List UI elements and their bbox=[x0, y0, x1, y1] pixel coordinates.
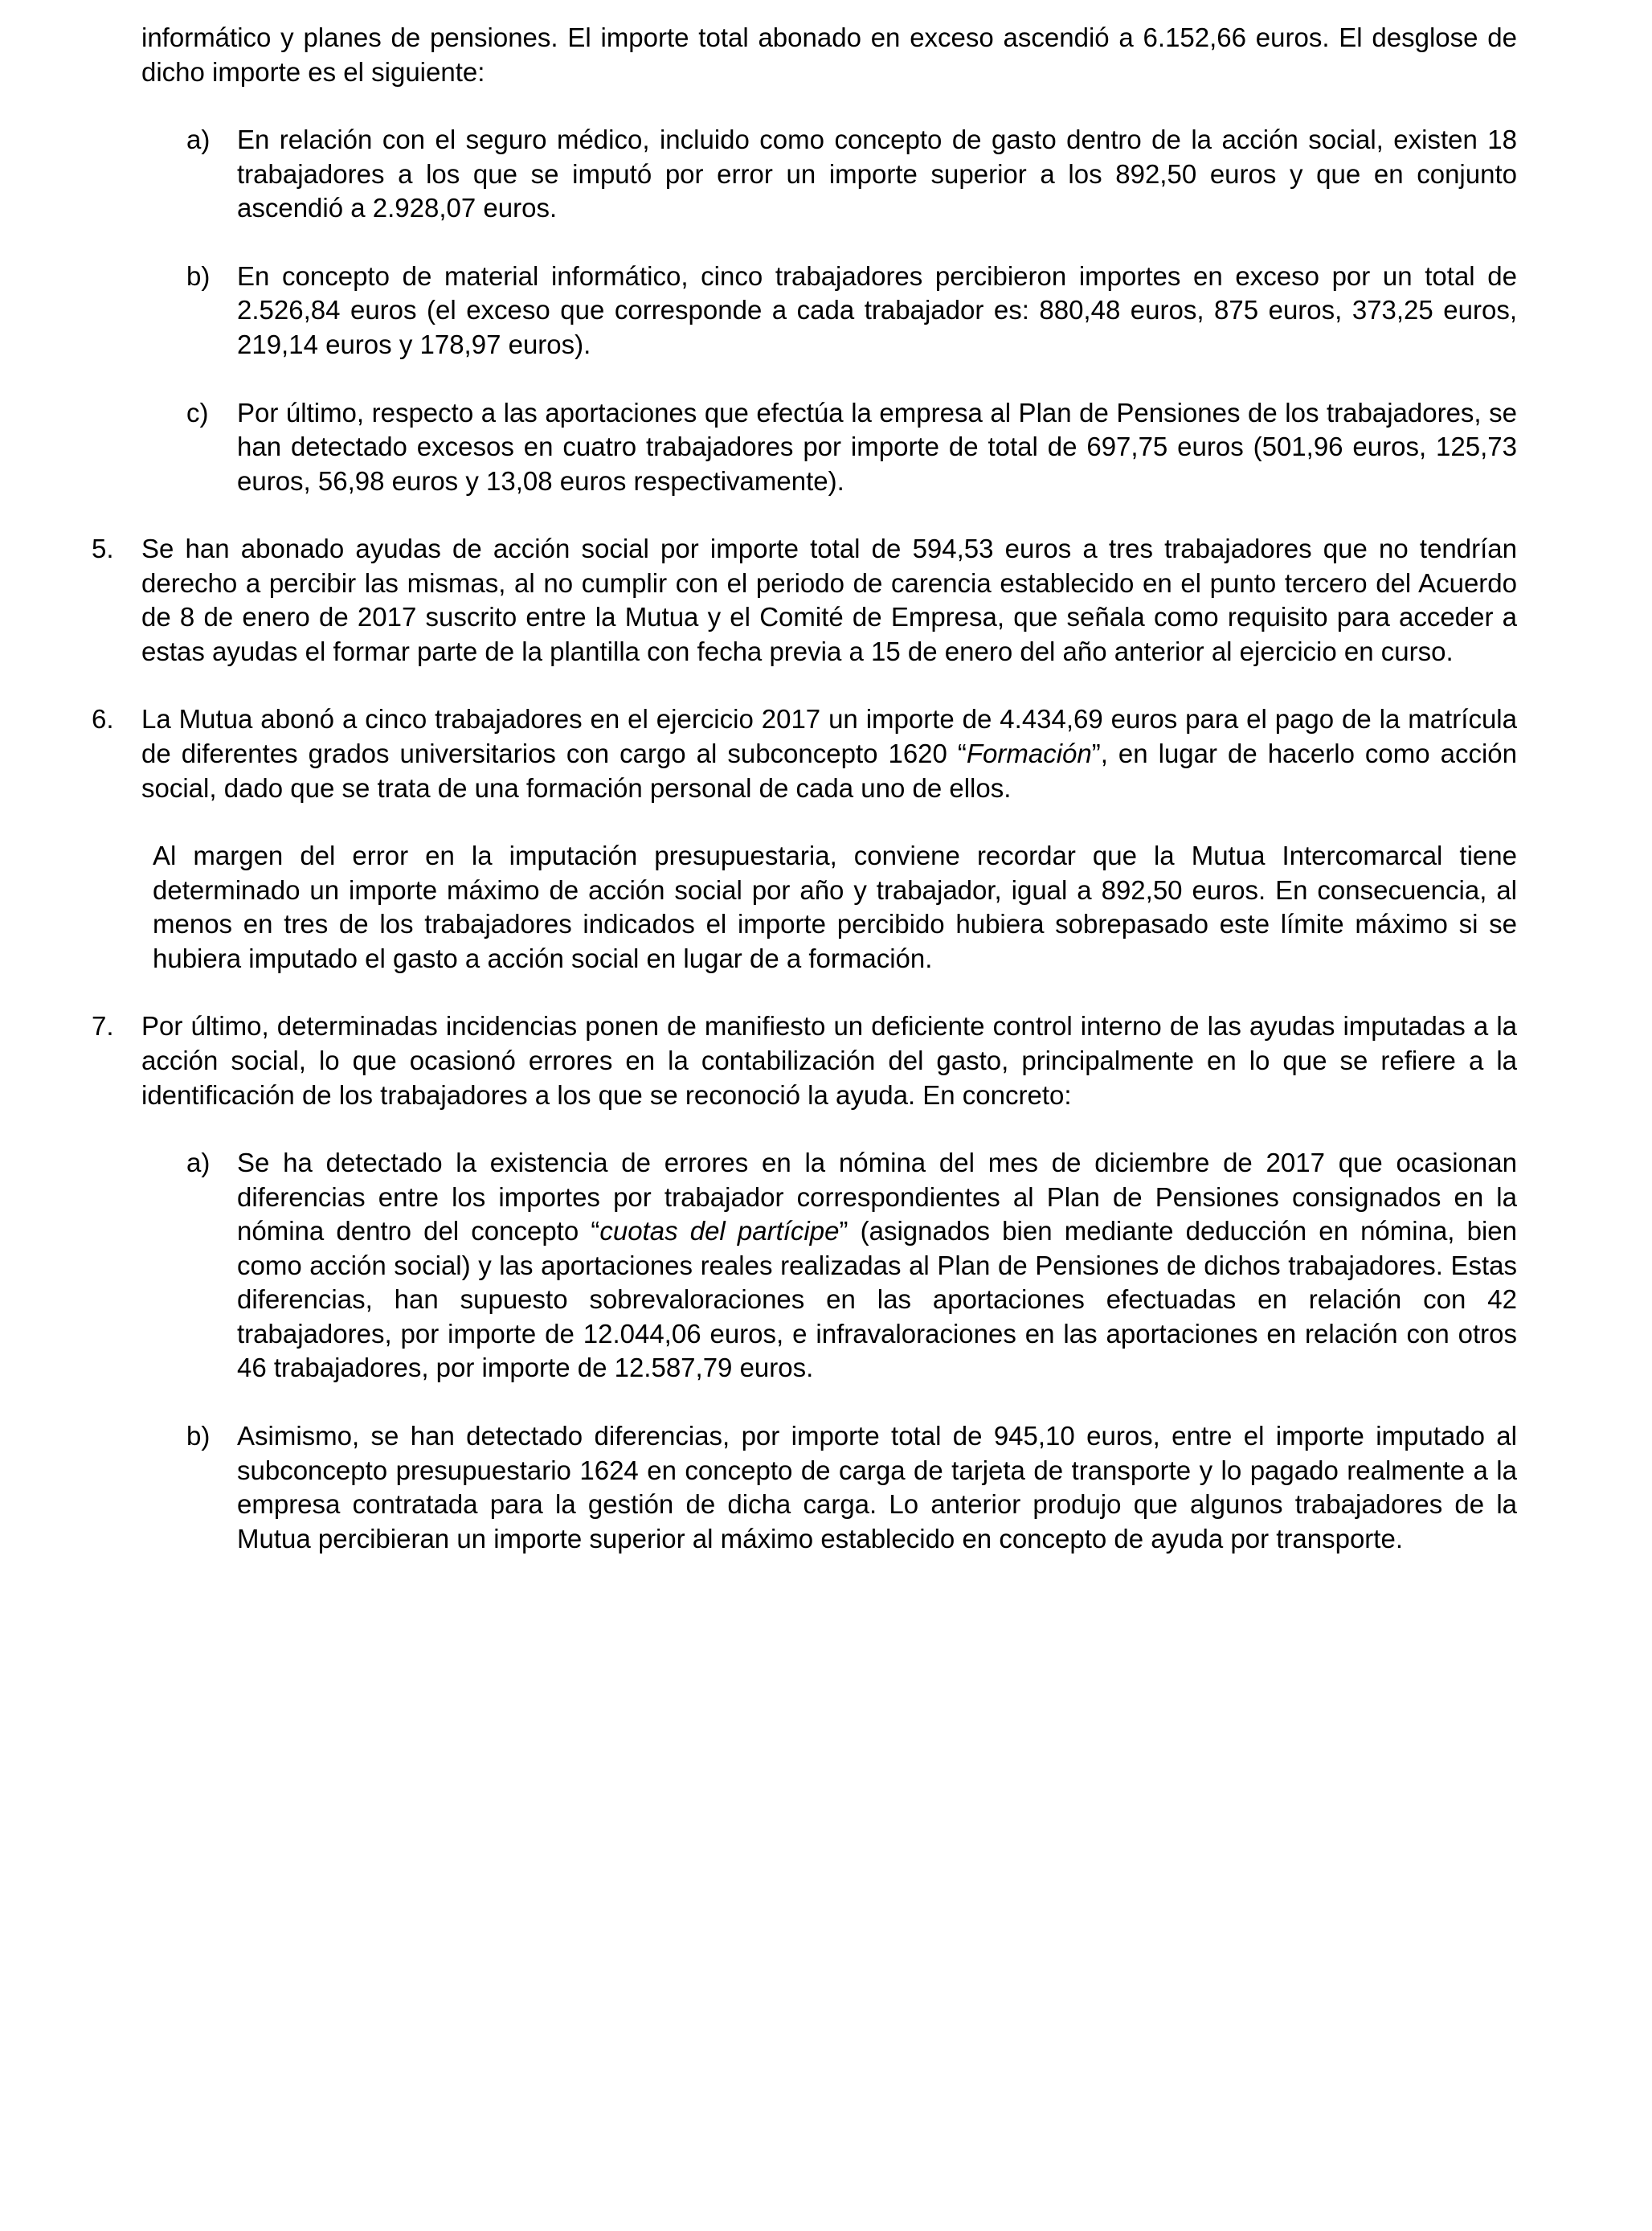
numbered-item-label: 6. bbox=[92, 704, 114, 735]
continuation-paragraph: informático y planes de pensiones. El importe total abonado en exceso ascendió a 6.152,66 euros. El desglose de dicho importe es el siguiente: bbox=[141, 23, 1525, 87]
list-item-label: b) bbox=[186, 260, 211, 291]
numbered-item-7 bbox=[92, 1009, 1525, 1112]
list-item-text: Se ha detectado la existencia de errores en la nómina del mes de diciembre de 2017 que ocasionan diferencias entre los importes por trabajador correspondientes al Plan de Pensiones consignados en la nómina dentro del concepto “cuotas del partícipe” (asignados bien mediante deducción en nómina, bien como acción social) y las aportaciones reales realizadas al Plan de Pensiones de dichos trabajadores. Estas diferencias, han supuesto sobrevaloraciones en las aportaciones efectuadas en relación con 42 trabajadores, por importe de 12.044,06 euros, e infravaloraciones en las aportaciones en relación con otros 46 trabajadores, por importe de 12.587,79 euros. bbox=[237, 1148, 1525, 1383]
list-item-text: Asimismo, se han detectado diferencias, por importe total de 945,10 euros, entre el importe imputado al subconcepto presupuestario 1624 en concepto de carga de tarjeta de transporte y lo pagado realmente a la empresa contratada para la gestión de dicha carga. Lo anterior produjo que algunos trabajadores de la Mutua percibieran un importe superior al máximo establecido en concepto de ayuda por transporte. bbox=[237, 1421, 1525, 1554]
list-item-4a bbox=[186, 123, 1525, 226]
list-item-text: En concepto de material informático, cinco trabajadores percibieron importes en exceso por un total de 2.526,84 euros (el exceso que corresponde a cada trabajador es: 880,48 euros, 875 euros, 373,25 euros, 219,14 euros y 178,97 euros). bbox=[237, 260, 1525, 359]
list-item-text: Por último, respecto a las aportaciones que efectúa la empresa al Plan de Pensiones de los trabajadores, se han detectado excesos en cuatro trabajadores por importe de total de 697,75 euros (501,96 euros, 125,73 euros, 56,98 euros y 13,08 euros respectivamente). bbox=[237, 397, 1525, 496]
list-item-4c bbox=[186, 396, 1525, 499]
list-item-label: a) bbox=[186, 1148, 211, 1178]
item-6-note-paragraph: Al margen del error en la imputación presupuestaria, conviene recordar que la Mutua Intercomarcal tiene determinado un importe máximo de acción social por año y trabajador, igual a 892,50 euros. En consecuencia, al menos en tres de los trabajadores indicados el importe percibido hubiera sobrepasado este límite máximo si se hubiera imputado el gasto a acción social en lugar de a formación. bbox=[153, 841, 1525, 973]
numbered-item-label: 7. bbox=[92, 1011, 114, 1042]
list-item-7a bbox=[186, 1146, 1525, 1386]
list-item-7b bbox=[186, 1419, 1525, 1556]
numbered-item-label: 5. bbox=[92, 534, 114, 564]
numbered-item-6 bbox=[92, 702, 1525, 805]
list-item-label: c) bbox=[186, 397, 209, 428]
list-item-4b bbox=[186, 260, 1525, 362]
numbered-item-5 bbox=[92, 532, 1525, 669]
list-item-label: b) bbox=[186, 1421, 211, 1451]
numbered-item-text: La Mutua abonó a cinco trabajadores en el ejercicio 2017 un importe de 4.434,69 euros para el pago de la matrícula de diferentes grados universitarios con cargo al subconcepto 1620 “Formación”, en lugar de hacerlo como acción social, dado que se trata de una formación personal de cada uno de ellos. bbox=[141, 704, 1525, 803]
list-item-label: a) bbox=[186, 125, 211, 155]
numbered-item-text: Se han abonado ayudas de acción social por importe total de 594,53 euros a tres trabajadores que no tendrían derecho a percibir las mismas, al no cumplir con el periodo de carencia establecido en el punto tercero del Acuerdo de 8 de enero de 2017 suscrito entre la Mutua y el Comité de Empresa, que señala como requisito para acceder a estas ayudas el formar parte de la plantilla con fecha previa a 15 de enero del año anterior al ejercicio en curso. bbox=[141, 534, 1525, 666]
numbered-item-text: Por último, determinadas incidencias ponen de manifiesto un deficiente control interno de las ayudas imputadas a la acción social, lo que ocasionó errores en la contabilización del gasto, principalmente en lo que se refiere a la identificación de los trabajadores a los que se reconoció la ayuda. En concreto: bbox=[141, 1011, 1525, 1110]
list-item-text: En relación con el seguro médico, incluido como concepto de gasto dentro de la acción social, existen 18 trabajadores a los que se imputó por error un importe superior a los 892,50 euros y que en conjunto ascendió a 2.928,07 euros. bbox=[237, 125, 1525, 223]
